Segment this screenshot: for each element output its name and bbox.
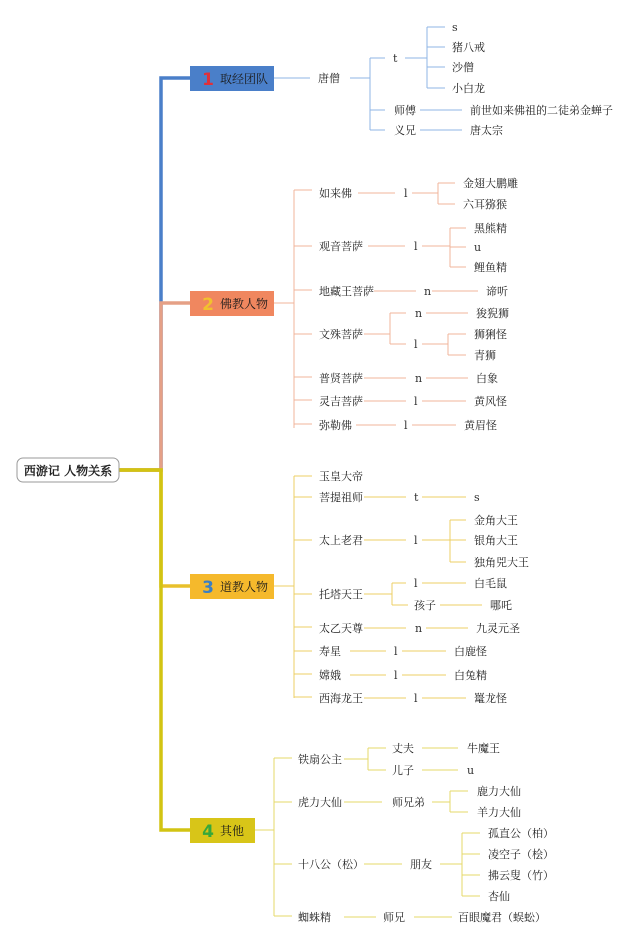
section-2-texts [319, 176, 518, 432]
branch-line-3 [119, 470, 190, 586]
node-huli: 虎力大仙 [298, 796, 342, 809]
node-jinjiao: 金角大王 [474, 514, 518, 527]
section-4-texts [298, 741, 554, 924]
node-guzhi: 孤直公（柏） [488, 827, 554, 840]
node-jinchi: 金翅大鹏雕 [463, 177, 518, 190]
node-liuer: 六耳猕猴 [463, 198, 507, 211]
node-tieshan: 铁扇公主 [298, 753, 342, 766]
rel-xihai: l [414, 692, 418, 705]
section-3-node[interactable] [190, 574, 274, 599]
section-1-node[interactable] [190, 66, 274, 91]
rel-taiyi: n [415, 622, 423, 635]
node-tuota: 托塔天王 [319, 588, 363, 601]
node-liyu: 鲤鱼精 [474, 261, 507, 274]
rel-pengyou: 朋友 [410, 858, 432, 871]
node-yinjiao: 银角大王 [474, 534, 518, 547]
node-rulai: 如来佛 [319, 187, 352, 200]
node-baiyan: 百眼魔君（蜈蚣） [458, 911, 546, 924]
section-3-label: 道教人物 [220, 580, 269, 594]
node-huangfeng: 黄风怪 [474, 395, 507, 408]
rel-puti: t [414, 491, 419, 504]
node-u: u [474, 241, 482, 254]
section-2-number: 2 [202, 295, 214, 315]
section-1-lines [274, 27, 462, 130]
branch-line-4 [119, 470, 190, 830]
section-2-label: 佛教人物 [220, 297, 269, 311]
rel-puxian: n [415, 372, 423, 385]
node-xihai: 西海龙王 [319, 692, 363, 705]
node-tuolong: 鼍龙怪 [474, 692, 507, 705]
rel-yixiong: 义兄 [394, 124, 416, 137]
node-tangtaizong: 唐太宗 [470, 124, 503, 137]
node-yuhuang: 玉皇大帝 [319, 470, 363, 483]
rel-change: l [394, 669, 398, 682]
node-mile: 弥勒佛 [319, 419, 352, 432]
rel-wenshu-n: n [415, 307, 423, 320]
node-dizang: 地藏王菩萨 [319, 285, 374, 298]
node-taishang: 太上老君 [319, 534, 363, 547]
node-yangli: 羊力大仙 [477, 806, 521, 819]
node-zhizhu: 蜘蛛精 [298, 911, 331, 924]
node-baitu: 白兔精 [454, 669, 487, 682]
node-s: s [452, 21, 458, 34]
rel-shouxing: l [394, 645, 398, 658]
node-change: 嫦娥 [319, 669, 341, 682]
node-lingkong: 凌空子（桧） [488, 848, 554, 861]
section-3-number: 3 [202, 578, 214, 598]
node-lingji: 灵吉菩萨 [319, 395, 363, 408]
node-dujiao: 独角兕大王 [474, 556, 529, 569]
node-niumo: 牛魔王 [467, 742, 500, 755]
rel-haizi: 孩子 [414, 599, 436, 612]
root-node[interactable] [17, 458, 119, 482]
section-4-node[interactable] [190, 818, 255, 843]
node-puxian: 普贤菩萨 [319, 372, 363, 385]
node-xiaobailong: 小白龙 [452, 82, 485, 95]
rel-zhangfu: 丈夫 [392, 742, 414, 755]
rel-rulai: l [404, 187, 408, 200]
node-wenshu: 文殊菩萨 [319, 328, 363, 341]
node-puti: 菩提祖师 [319, 491, 363, 504]
node-baixiang: 白象 [476, 372, 498, 385]
section-1-texts [318, 21, 613, 137]
node-huangmei: 黄眉怪 [464, 419, 497, 432]
node-xingxian: 杏仙 [488, 890, 510, 903]
section-4-label: 其他 [220, 824, 245, 838]
node-taiyi: 太乙天尊 [319, 622, 363, 635]
node-puti-s: s [474, 491, 480, 504]
section-4-number: 4 [202, 822, 214, 842]
section-1-label: 取经团队 [220, 72, 269, 86]
rel-shifu: 师傅 [394, 104, 416, 117]
section-2-node[interactable] [190, 291, 274, 316]
main-branches [119, 78, 190, 830]
branch-line-1 [119, 78, 190, 470]
rel-t: t [393, 52, 398, 65]
node-qingshi: 青狮 [474, 349, 496, 362]
rel-dizang: n [424, 285, 432, 298]
node-zhubajie: 猪八戒 [452, 41, 485, 54]
rel-shixiong: 师兄 [383, 911, 405, 924]
node-shibagong: 十八公（松） [298, 858, 364, 871]
section-1-number: 1 [202, 70, 214, 90]
rel-lingji: l [414, 395, 418, 408]
node-luli: 鹿力大仙 [477, 785, 521, 798]
node-heixiong: 黑熊精 [474, 222, 507, 235]
section-2-lines [274, 183, 478, 428]
rel-wenshu-l: l [414, 338, 418, 351]
rel-erzi: 儿子 [392, 764, 414, 777]
node-bailu: 白鹿怪 [454, 645, 487, 658]
node-jinchanzi: 前世如来佛祖的二徒弟金蝉子 [470, 104, 613, 117]
rel-mile: l [404, 419, 408, 432]
rel-tuota-l: l [414, 577, 418, 590]
node-shaseng: 沙僧 [452, 61, 474, 74]
root-label: 西游记 人物关系 [23, 464, 113, 478]
node-shili: 狮猁怪 [474, 328, 507, 341]
rel-taishang: l [414, 534, 418, 547]
node-guanyin: 观音菩萨 [319, 240, 363, 253]
node-jiuling: 九灵元圣 [476, 622, 520, 635]
node-fuyun: 拂云叟（竹） [488, 869, 554, 882]
rel-shixiongdi: 师兄弟 [392, 796, 425, 809]
branch-line-2 [119, 303, 190, 470]
node-tangseng: 唐僧 [318, 72, 340, 85]
node-diting: 谛听 [486, 285, 508, 298]
rel-guanyin: l [414, 240, 418, 253]
section-4-lines [255, 748, 480, 917]
node-s4-u: u [467, 764, 475, 777]
node-suanni: 狻猊狮 [476, 307, 509, 320]
node-baimaoshu: 白毛鼠 [474, 577, 507, 590]
node-shouxing: 寿星 [319, 645, 341, 658]
section-3-texts [319, 469, 529, 705]
section-3-lines [274, 476, 482, 698]
node-nezha: 哪吒 [490, 599, 512, 612]
